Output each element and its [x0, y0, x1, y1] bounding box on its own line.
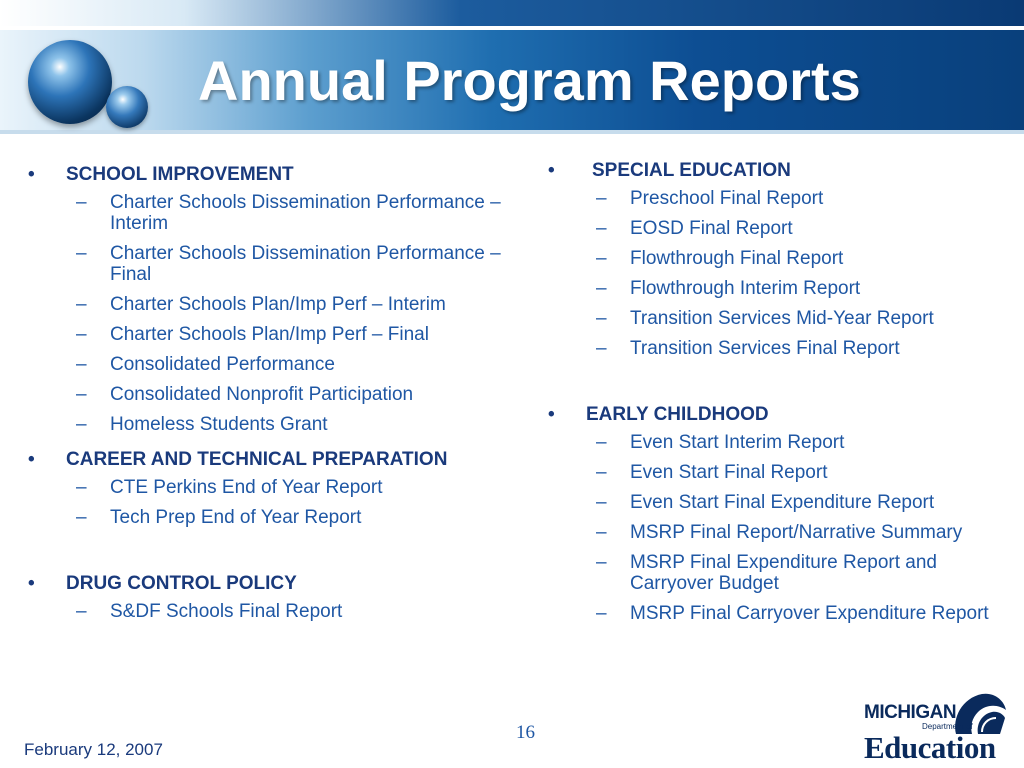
section-heading-text: EARLY CHILDHOOD — [586, 404, 769, 425]
header-banner — [0, 0, 1024, 138]
small-sphere-icon — [106, 86, 148, 128]
list-item-text: MSRP Final Carryover Expenditure Report — [630, 603, 989, 624]
list-item — [538, 248, 1008, 269]
list-item-text: Flowthrough Final Report — [630, 248, 844, 269]
footer-date: February 12, 2007 — [24, 740, 163, 759]
list-item-text: Charter Schools Dissemination Performance –Final — [110, 243, 501, 285]
spacer — [538, 368, 1008, 390]
dash-icon: – — [596, 248, 607, 269]
dash-icon: – — [76, 294, 87, 315]
section-heading — [538, 404, 1008, 426]
item-list — [538, 188, 1008, 359]
left-column — [18, 150, 523, 631]
section-heading-text: SCHOOL IMPROVEMENT — [66, 164, 294, 185]
list-item — [538, 278, 1008, 299]
list-item-text: Even Start Final Report — [630, 462, 828, 483]
dash-icon: – — [76, 354, 87, 375]
list-item — [18, 294, 523, 315]
header-divider — [0, 26, 1024, 30]
section-special-education — [538, 160, 1008, 359]
list-item-text: CTE Perkins End of Year Report — [110, 477, 383, 498]
dash-icon: – — [596, 278, 607, 299]
bullet-icon: • — [548, 160, 555, 181]
page-number: 16 — [516, 722, 535, 743]
bullet-icon: • — [548, 404, 555, 425]
section-drug-control — [18, 573, 523, 622]
michigan-education-logo — [860, 688, 1010, 764]
dash-icon: – — [596, 492, 607, 513]
section-heading — [538, 160, 1008, 182]
list-item-text: Transition Services Mid-Year Report — [630, 308, 934, 329]
list-item — [538, 432, 1008, 453]
list-item — [538, 492, 1008, 513]
list-item — [18, 324, 523, 345]
list-item-text: Even Start Final Expenditure Report — [630, 492, 935, 513]
list-item — [18, 601, 523, 622]
list-item-text: EOSD Final Report — [630, 218, 793, 239]
list-item-text: Charter Schools Plan/Imp Perf – Interim — [110, 294, 446, 315]
dash-icon: – — [76, 601, 87, 622]
list-item-text: MSRP Final Expenditure Report and Carryover Budget — [630, 552, 937, 594]
item-list — [18, 192, 523, 435]
dash-icon: – — [596, 522, 607, 543]
dash-icon: – — [596, 308, 607, 329]
list-item-text: Tech Prep End of Year Report — [110, 507, 362, 528]
section-heading — [18, 449, 523, 471]
list-item — [538, 218, 1008, 239]
dash-icon: – — [596, 188, 607, 209]
list-item — [538, 552, 1008, 594]
dash-icon: – — [76, 243, 87, 264]
dash-icon: – — [596, 603, 607, 624]
list-item — [18, 243, 523, 285]
list-item-text: Consolidated Performance — [110, 354, 335, 375]
dash-icon: – — [596, 218, 607, 239]
list-item-text: Charter Schools Dissemination Performance –Interim — [110, 192, 501, 234]
dash-icon: – — [596, 552, 607, 573]
list-item — [18, 354, 523, 375]
section-heading — [18, 573, 523, 595]
section-early-childhood — [538, 404, 1008, 624]
item-list — [18, 477, 523, 528]
list-item — [18, 384, 523, 405]
right-column — [538, 146, 1008, 633]
list-item-text: Consolidated Nonprofit Participation — [110, 384, 414, 405]
spacer — [18, 537, 523, 559]
header-bottom-divider — [0, 134, 1024, 138]
large-sphere-icon — [28, 40, 112, 124]
dash-icon: – — [76, 192, 87, 213]
list-item — [538, 603, 1008, 624]
list-item — [538, 522, 1008, 543]
header-top-stripe — [0, 0, 1024, 26]
list-item-text: Even Start Interim Report — [630, 432, 845, 453]
dash-icon: – — [76, 477, 87, 498]
list-item-text: Homeless Students Grant — [110, 414, 328, 435]
logo-department-text: Department of — [922, 722, 973, 731]
section-career-technical — [18, 449, 523, 528]
list-item — [538, 338, 1008, 359]
list-item-text: Flowthrough Interim Report — [630, 278, 861, 299]
list-item — [538, 308, 1008, 329]
section-school-improvement — [18, 164, 523, 435]
list-item — [18, 477, 523, 498]
dash-icon: – — [596, 432, 607, 453]
logo-michigan-text: MICHIGAN — [864, 702, 957, 723]
bullet-icon: • — [28, 573, 35, 594]
item-list — [18, 601, 523, 622]
section-heading — [18, 164, 523, 186]
item-list — [538, 432, 1008, 624]
list-item-text: Preschool Final Report — [630, 188, 824, 209]
list-item — [18, 192, 523, 234]
dash-icon: – — [76, 414, 87, 435]
dash-icon: – — [76, 507, 87, 528]
dash-icon: – — [596, 462, 607, 483]
list-item — [538, 188, 1008, 209]
slide-title: Annual Program Reports — [198, 49, 861, 112]
bullet-icon: • — [28, 164, 35, 185]
section-heading-text: SPECIAL EDUCATION — [592, 160, 791, 181]
bullet-icon: • — [28, 449, 35, 470]
list-item-text: S&DF Schools Final Report — [110, 601, 343, 622]
dash-icon: – — [76, 384, 87, 405]
dash-icon: – — [596, 338, 607, 359]
list-item-text: Charter Schools Plan/Imp Perf – Final — [110, 324, 429, 345]
list-item — [538, 462, 1008, 483]
list-item-text: MSRP Final Report/Narrative Summary — [630, 522, 963, 543]
section-heading-text: DRUG CONTROL POLICY — [66, 573, 297, 594]
list-item — [18, 507, 523, 528]
list-item — [18, 414, 523, 435]
dash-icon: – — [76, 324, 87, 345]
section-heading-text: CAREER AND TECHNICAL PREPARATION — [66, 449, 448, 470]
list-item-text: Transition Services Final Report — [630, 338, 900, 359]
logo-education-text: Education — [864, 730, 996, 765]
